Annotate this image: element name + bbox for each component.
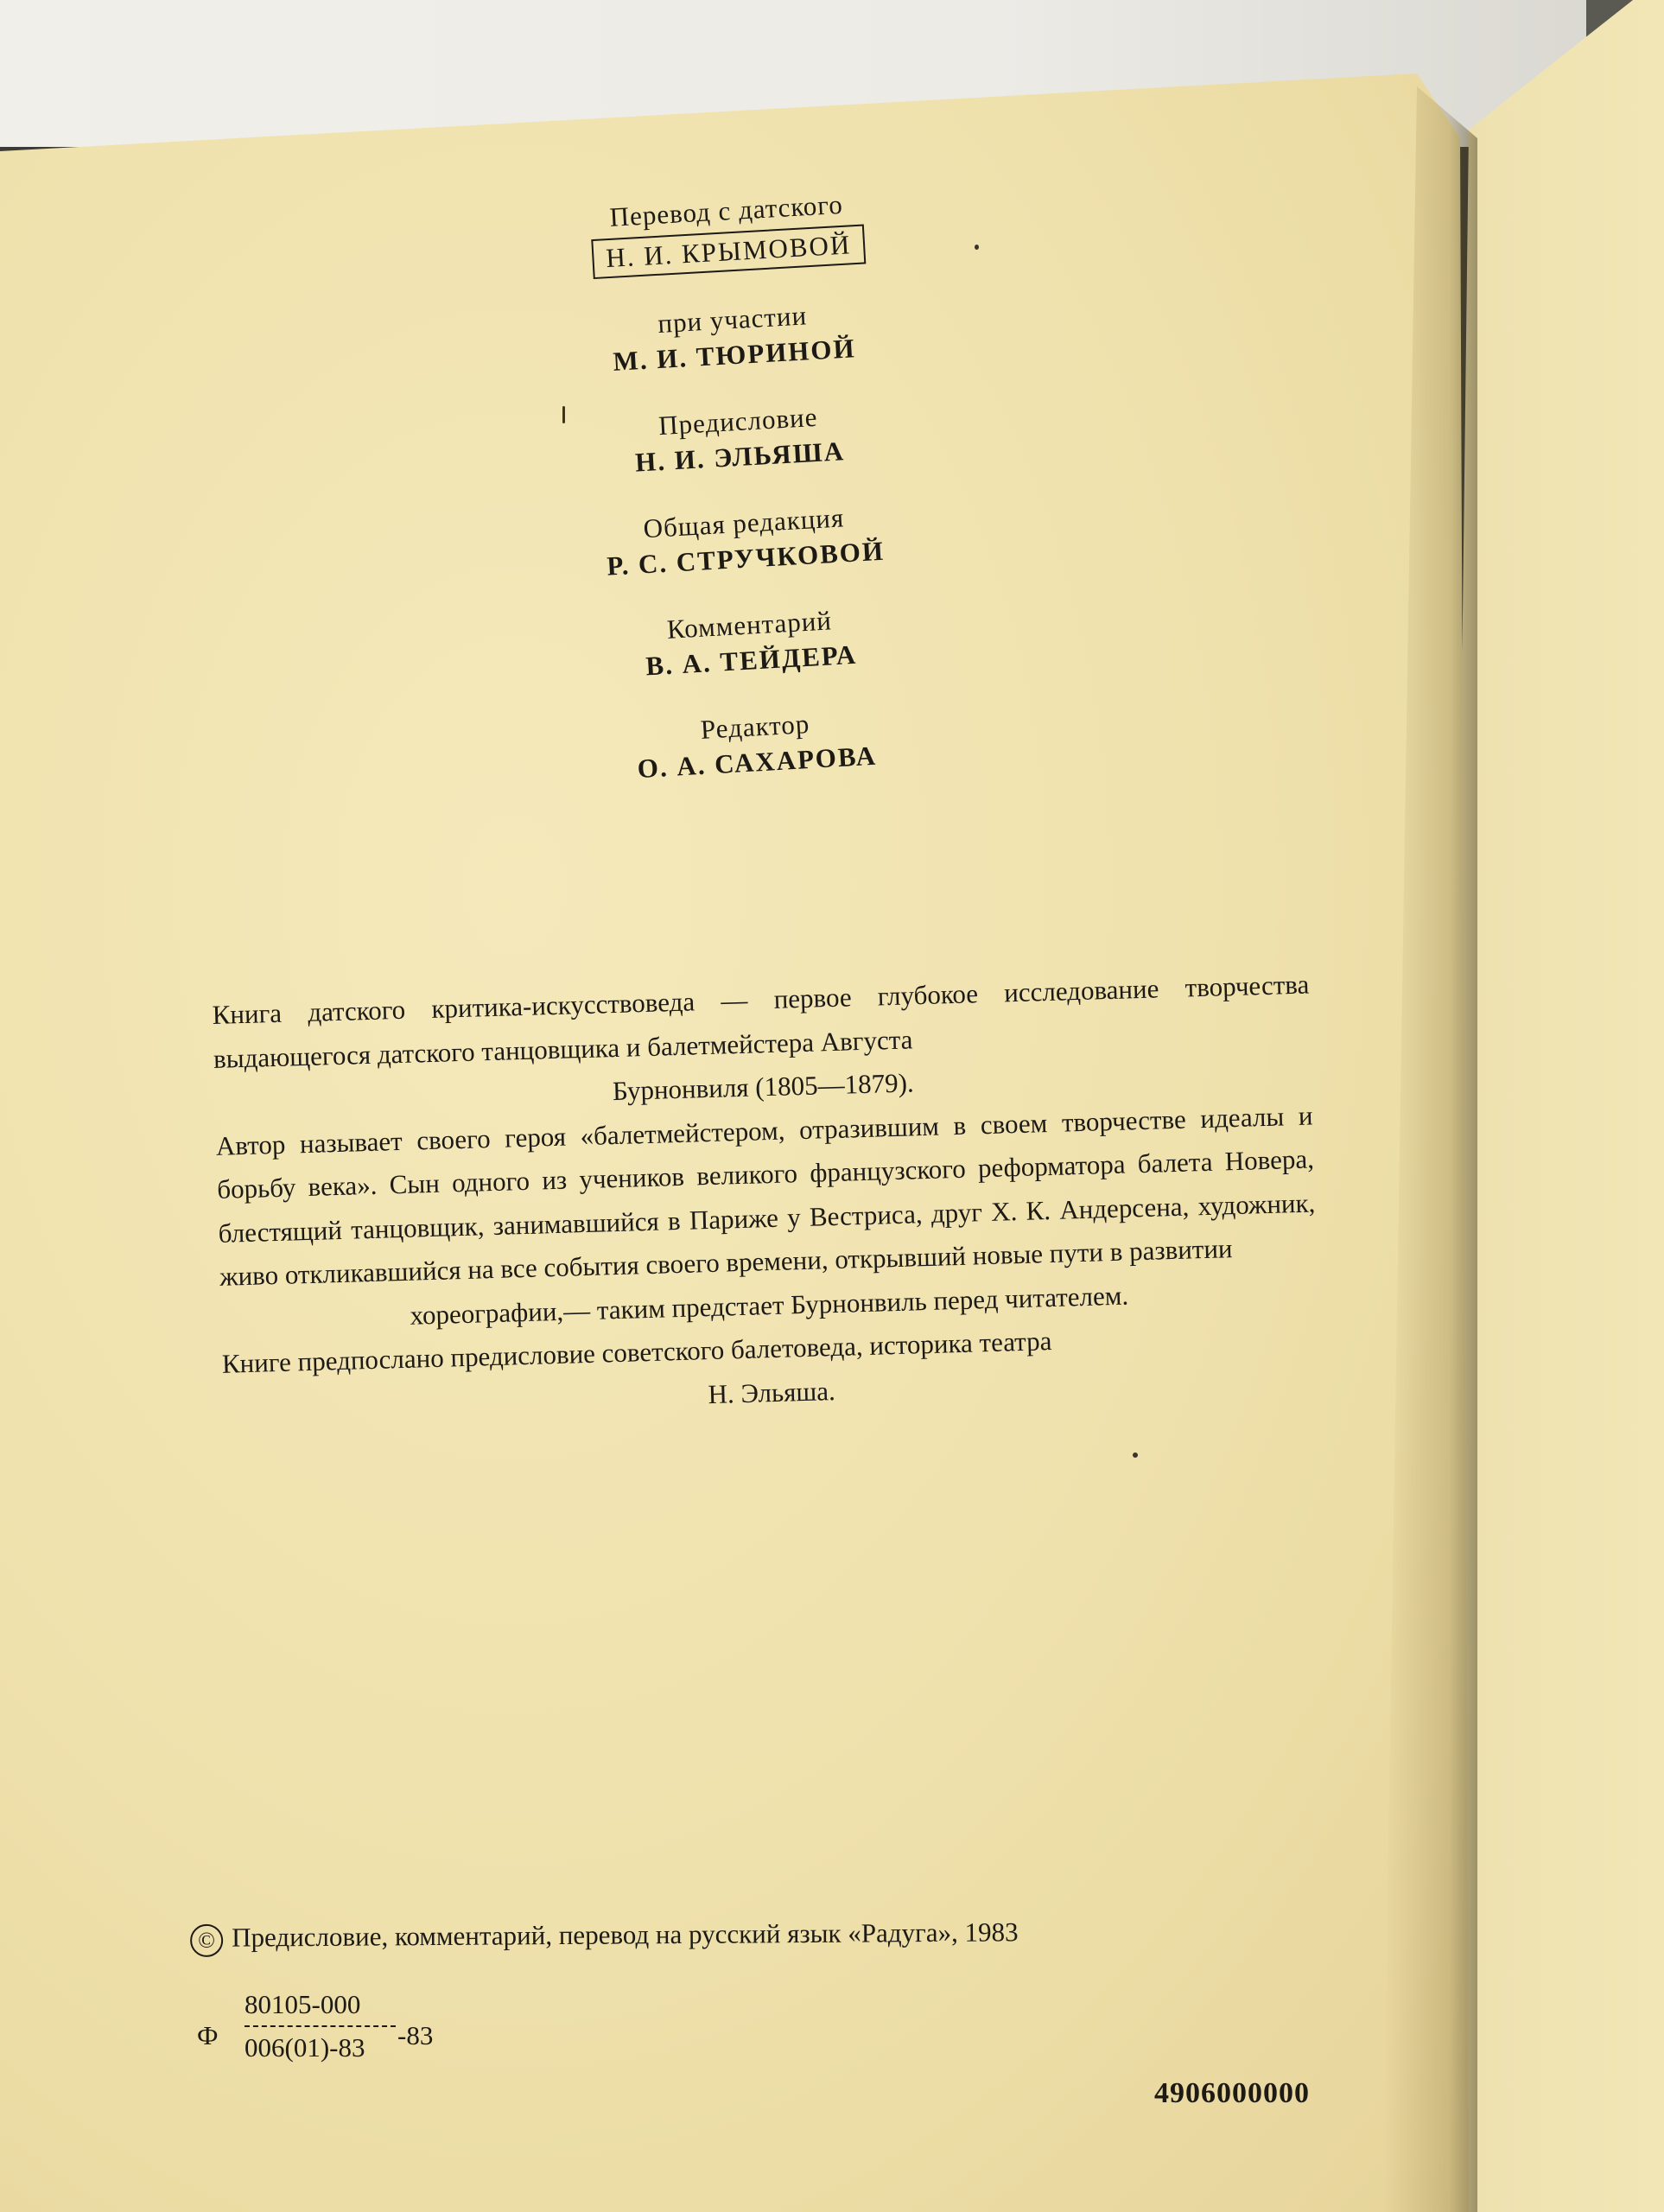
- copyright-text: Предисловие, комментарий, перевод на русский язык «Радуга», 1983: [231, 1916, 1019, 1953]
- book-annotation: [212, 963, 1321, 1430]
- credit-role: Комментарий: [666, 605, 833, 645]
- credit-participation: [490, 289, 977, 387]
- credit-name: Н. И. ЭЛЬЯША: [634, 435, 846, 478]
- credit-role: Редактор: [699, 708, 811, 745]
- credit-name: О. А. САХАРОВА: [636, 740, 878, 785]
- annotation-paragraph: Книге предпослано предисловие советского балетоведа, историка театра: [221, 1325, 1052, 1379]
- credits-section: [484, 181, 1001, 825]
- credit-name: В. А. ТЕЙДЕРА: [645, 639, 858, 682]
- credit-name: М. И. ТЮРИНОЙ: [612, 333, 857, 377]
- credit-role: при участии: [657, 300, 808, 339]
- paper-speck: [1133, 1452, 1138, 1458]
- copyright-symbol: ©: [190, 1924, 223, 1957]
- annotation-paragraph: Книга датского критика-искусствоведа — первое глубокое исследование творчества выдающегося датского танцовщика и балетмейстера Августа: [212, 969, 1310, 1074]
- boxed-name: Н. И. КРЫМОВОЙ: [591, 224, 866, 279]
- credit-name: Р. С. СТРУЧКОВОЙ: [606, 535, 886, 582]
- annotation-paragraph-end: Бурнонвиля (1805—1879).: [612, 1067, 915, 1107]
- index-numerator: 80105-000: [245, 1989, 361, 2019]
- credit-editor: [512, 696, 1000, 794]
- index-denominator: 006(01)-83: [245, 2032, 365, 2063]
- index-suffix: -83: [397, 2020, 434, 2050]
- paper-speck: [975, 245, 979, 250]
- index-fraction: [245, 1987, 409, 2065]
- credit-role: Перевод с датского: [608, 188, 844, 232]
- catalog-number: 4906000000: [1154, 2077, 1310, 2109]
- index-fraction-line: [245, 2025, 396, 2027]
- annotation-paragraph-end: Н. Эльяша.: [708, 1375, 836, 1409]
- credit-role: Предисловие: [657, 401, 819, 442]
- credit-commentary: [507, 594, 994, 692]
- annotation-paragraph: Автор называет своего героя «балетмейстером, отразившим в своем творчестве идеалы и борьбу века». Сын одного из учеников великого французского реформатора балета Новера, блестящий танцовщик, занимавшийся в Париже у Вестриса, друг Х. К. Андерсена, художник, живо откликавшийся на все события своего времени, открывший новые пути в развитии: [215, 1099, 1316, 1292]
- credit-role: Общая редакция: [642, 502, 845, 544]
- annotation-paragraph-end: хореографии,— таким предстает Бурнонвиль перед читателем.: [410, 1280, 1129, 1331]
- credit-foreword: [496, 391, 983, 488]
- credit-general-editor: [501, 493, 988, 590]
- index-prefix: Ф: [197, 2020, 219, 2050]
